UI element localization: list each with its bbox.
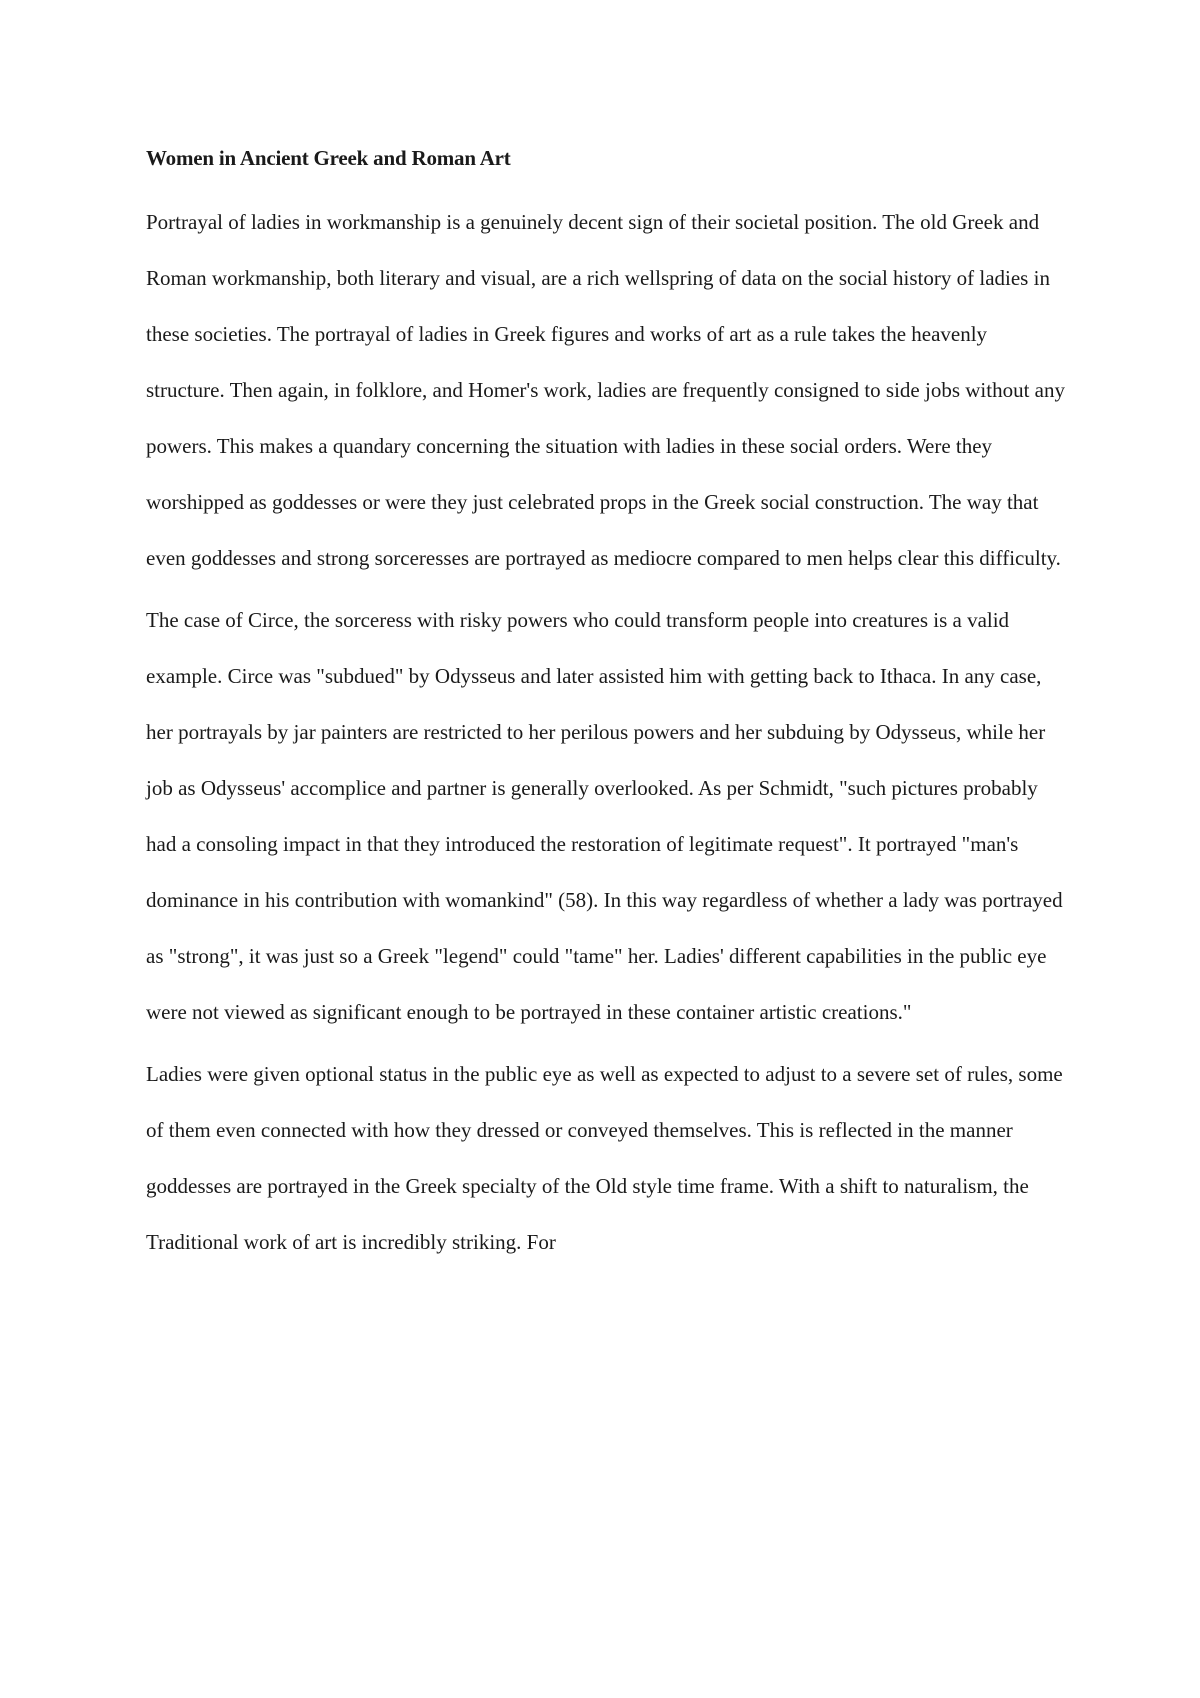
- paragraph-2: The case of Circe, the sorceress with risky powers who could transform people into creatures is a valid example. Circe was "subdued" by Odysseus and later assisted him with getting back to Ithaca. In any case, her portrayals by jar painters are restricted to her perilous powers and her subduing by Odysseus, while her job as Odysseus' accomplice and partner is generally overlooked. As per Schmidt, "such pictures probably had a consoling impact in that they introduced the restoration of legitimate request". It portrayed "man's dominance in his contribution with womankind" (58). In this way regardless of whether a lady was portrayed as "strong", it was just so a Greek "legend" could "tame" her. Ladies' different capabilities in the public eye were not viewed as significant enough to be portrayed in these container artistic creations.": [146, 608, 1063, 1024]
- paragraph-1: Portrayal of ladies in workmanship is a genuinely decent sign of their societal position. The old Greek and Roman workmanship, both literary and visual, are a rich wellspring of data on the social history of ladies in these societies. The portrayal of ladies in Greek figures and works of art as a rule takes the heavenly structure. Then again, in folklore, and Homer's work, ladies are frequently consigned to side jobs without any powers. This makes a quandary concerning the situation with ladies in these social orders. Were they worshipped as goddesses or were they just celebrated props in the Greek social construction. The way that even goddesses and strong sorceresses are portrayed as mediocre compared to men helps clear this difficulty.: [146, 210, 1065, 570]
- document-body: [146, 140, 1066, 1276]
- document-title: Women in Ancient Greek and Roman Art: [146, 146, 511, 170]
- paragraph-3: Ladies were given optional status in the public eye as well as expected to adjust to a severe set of rules, some of them even connected with how they dressed or conveyed themselves. This is reflected in the manner goddesses are portrayed in the Greek specialty of the Old style time frame. With a shift to naturalism, the Traditional work of art is incredibly striking. For: [146, 1062, 1063, 1254]
